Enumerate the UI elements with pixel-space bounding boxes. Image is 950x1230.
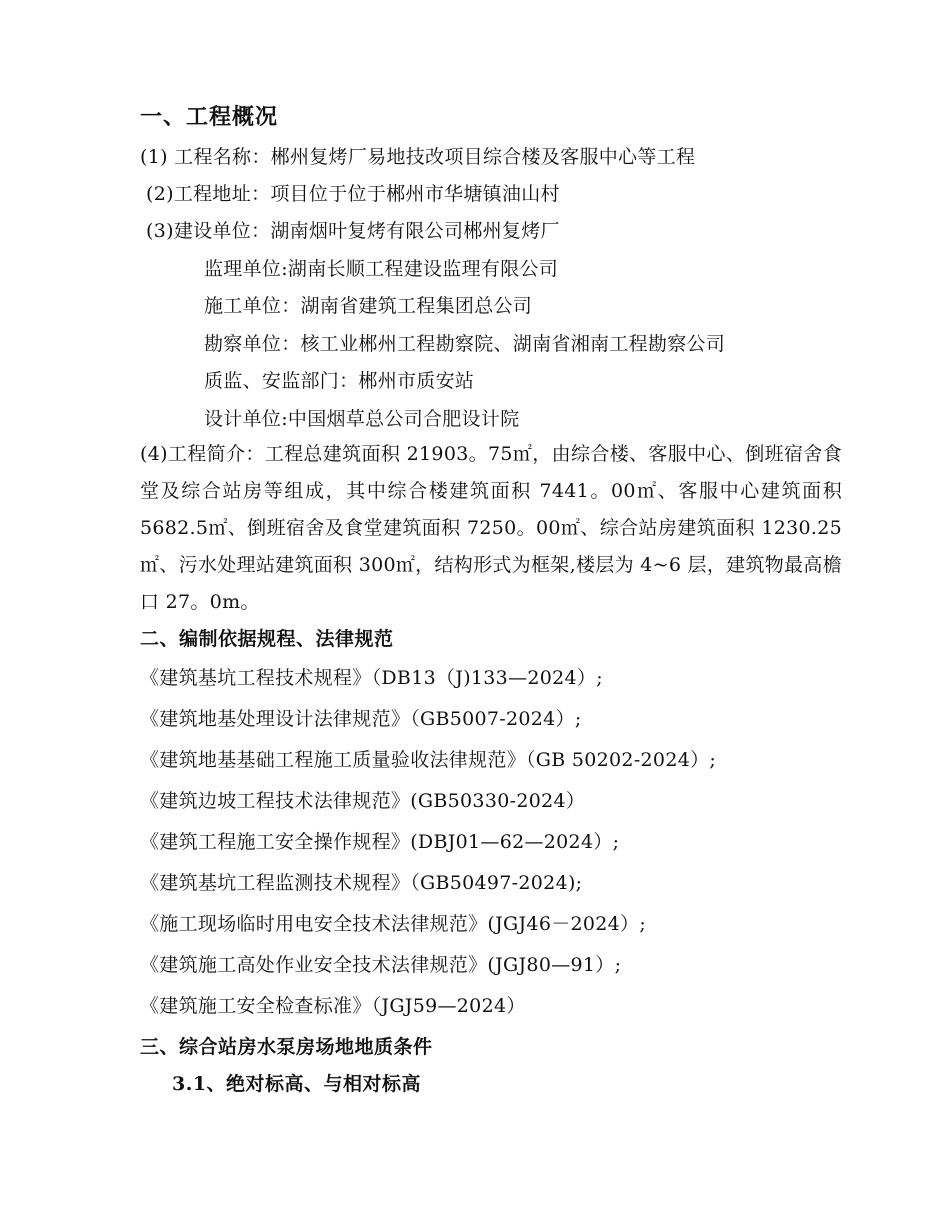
reference-item: 《建筑地基处理设计法律规范》（GB5007-2024）; xyxy=(140,708,582,730)
quality-safety-dept: 质监、安监部门：郴州市质安站 xyxy=(204,370,475,392)
section-1-heading: 一、工程概况 xyxy=(140,104,279,130)
project-address: (2)工程地址：项目位于位于郴州市华塘镇油山村 xyxy=(146,183,560,205)
contractor-unit: 施工单位：湖南省建筑工程集团总公司 xyxy=(204,295,533,317)
reference-item: 《施工现场临时用电安全技术法律规范》(JGJ46－2024）; xyxy=(140,913,647,935)
project-name: (1) 工程名称：郴州复烤厂易地技改项目综合楼及客服中心等工程 xyxy=(140,146,696,168)
reference-item: 《建筑工程施工安全操作规程》(DBJ01—62—2024）; xyxy=(140,831,620,853)
project-summary: (4)工程简介：工程总建筑面积 21903。75㎡，由综合楼、客服中心、倒班宿舍食堂及综合站房等组成，其中综合楼建筑面积 7441。00㎡、客服中心建筑面积 5682.5㎡、倒班宿舍及食堂建筑面积 7250。00㎡、综合站房建筑面积 1230.25㎡、污水处理站建筑面积 300㎡，结构形式为框架,楼层为 4~6 层，建筑物最高檐口 27。0m。 xyxy=(140,443,842,613)
reference-item: 《建筑地基基础工程施工质量验收法律规范》（GB 50202-2024）; xyxy=(140,749,717,771)
supervision-unit: 监理单位:湖南长顺工程建设监理有限公司 xyxy=(204,258,559,280)
construction-unit: (3)建设单位：湖南烟叶复烤有限公司郴州复烤厂 xyxy=(146,220,560,242)
design-unit: 设计单位:中国烟草总公司合肥设计院 xyxy=(204,408,520,430)
reference-item: 《建筑施工安全检查标准》（JGJ59—2024） xyxy=(140,995,526,1017)
reference-item: 《建筑边坡工程技术法律规范》(GB50330-2024） xyxy=(140,790,586,812)
section-2-heading: 二、编制依据规程、法律规范 xyxy=(140,628,394,650)
section-3-heading: 三、综合站房水泵房场地地质条件 xyxy=(140,1036,433,1058)
reference-item: 《建筑基坑工程技术规程》（DB13（J)133—2024）; xyxy=(140,667,603,689)
reference-item: 《建筑施工高处作业安全技术法律规范》(JGJ80—91）; xyxy=(140,954,622,976)
survey-unit: 勘察单位：核工业郴州工程勘察院、湖南省湘南工程勘察公司 xyxy=(204,333,726,355)
subsection-3-1-heading: 3.1、绝对标高、与相对标高 xyxy=(172,1073,422,1095)
reference-item: 《建筑基坑工程监测技术规程》（GB50497-2024); xyxy=(140,872,583,894)
